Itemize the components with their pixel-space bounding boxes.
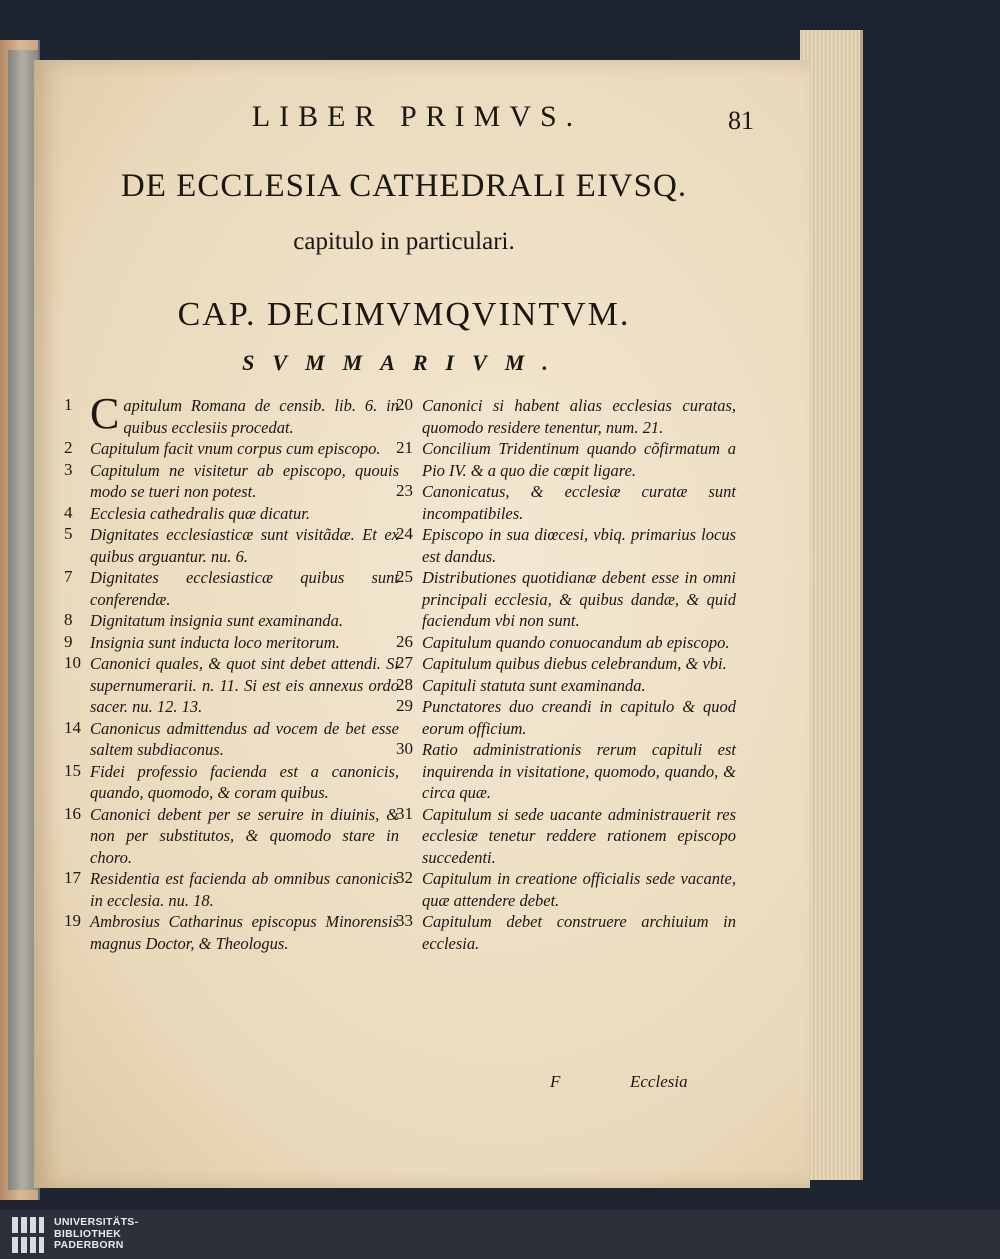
summary-entry	[64, 438, 399, 460]
summary-entry	[64, 460, 399, 503]
summary-entry	[64, 653, 399, 718]
chapter-title: DE ECCLESIA CATHEDRALI EIVSQ.	[120, 168, 688, 204]
entry-number: 19	[64, 911, 81, 930]
entry-text: Ecclesia cathedralis quæ dicatur.	[90, 503, 310, 523]
summary-entry	[64, 567, 399, 610]
entry-number: 33	[396, 911, 413, 930]
entry-text: Capitulum si sede uacante administrauerit res ecclesiæ tenetur reddere rationem episcopo succedenti.	[422, 804, 736, 867]
running-head: LIBER PRIMVS.	[251, 100, 583, 133]
summary-entry	[396, 675, 736, 697]
entry-text: Capituli statuta sunt examinanda.	[422, 675, 646, 695]
entry-number: 23	[396, 481, 413, 500]
entry-text: Ambrosius Catharinus episcopus Minorensis magnus Doctor, & Theologus.	[90, 912, 399, 953]
entry-text: Punctatores duo creandi in capitulo & quod eorum officium.	[422, 697, 736, 738]
library-logo-icon	[8, 1215, 48, 1255]
summary-entry	[396, 911, 736, 954]
entry-text: Dignitates ecclesiasticæ quibus sunt conferendæ.	[90, 568, 399, 609]
chapter-heading: CAP. DECIMVMQVINTVM.	[177, 296, 631, 333]
entry-number: 5	[64, 524, 73, 543]
entry-number: 15	[64, 760, 81, 780]
summary-entry	[64, 632, 399, 654]
summary-entry	[396, 868, 736, 911]
library-footer	[0, 1210, 1000, 1259]
library-name-line: BIBLIOTHEK	[54, 1227, 122, 1240]
entry-number: 31	[396, 803, 413, 823]
entry-number: 9	[64, 631, 73, 651]
entry-text: Canonicus admittendus ad vocem de bet esse saltem subdiaconus.	[90, 718, 399, 759]
entry-number: 7	[64, 567, 73, 586]
entry-text: Ratio administrationis rerum capituli est inquirenda in visitatione, quomodo, quando, & circa quæ.	[422, 740, 736, 802]
entry-text: Capitulum Romana de censib. lib. 6. in quibus ecclesiis procedat.	[90, 389, 399, 438]
entry-number: 24	[396, 524, 413, 543]
entry-number: 26	[396, 631, 413, 651]
library-name-line: UNIVERSITÄTS-	[54, 1216, 139, 1229]
entry-number: 28	[396, 674, 413, 694]
entry-text: Capitulum quando conuocandum ab episcopo.	[422, 632, 730, 652]
entry-text: Capitulum facit vnum corpus cum episcopo.	[90, 439, 381, 458]
summary-entry	[64, 524, 399, 567]
library-name-line: PADERBORN	[54, 1239, 124, 1252]
entry-number: 25	[396, 567, 413, 586]
entry-text: Episcopo in sua diœcesi, vbiq. primarius locus est dandus.	[422, 525, 736, 566]
summary-entry	[64, 718, 399, 761]
summary-column-right	[396, 395, 736, 954]
summary-entry	[396, 804, 736, 869]
entry-text: Dignitates ecclesiasticæ sunt visitãdæ. Et ex quibus arguantur. nu. 6.	[90, 525, 399, 566]
entry-number: 14	[64, 717, 81, 737]
book-page	[34, 60, 810, 1188]
entry-text: Distributiones quotidianæ debent esse in omni principali ecclesia, & quibus dandæ, & quid faciendum vbi non sunt.	[422, 568, 736, 630]
summary-entry	[396, 481, 736, 524]
summary-entry	[64, 389, 399, 438]
summary-entry	[64, 503, 399, 525]
entry-text: Fidei professio facienda est a canonicis, quando, quomodo, & coram quibus.	[90, 761, 399, 802]
library-name	[54, 1217, 138, 1252]
signature-mark: F	[550, 1072, 561, 1091]
entry-number: 27	[396, 653, 413, 672]
entry-text: Capitulum debet construere archiuium in ecclesia.	[422, 912, 736, 953]
entry-number: 20	[396, 395, 413, 414]
summary-entry	[396, 653, 736, 675]
page-number: 81	[728, 106, 754, 135]
entry-number: 1	[64, 395, 73, 414]
entry-text: Capitulum in creatione officialis sede vacante, quæ attendere debet.	[422, 869, 736, 910]
entry-text: Canonici si habent alias ecclesias curatas, quomodo residere tenentur, num. 21.	[422, 396, 736, 437]
entry-number: 29	[396, 696, 413, 715]
entry-number: 32	[396, 868, 413, 887]
summary-column-left	[64, 389, 399, 954]
entry-number: 10	[64, 653, 81, 672]
entry-number: 2	[64, 438, 73, 457]
summary-entry	[396, 524, 736, 567]
entry-text: Canonicatus, & ecclesiæ curatæ sunt incompatibiles.	[422, 482, 736, 523]
summary-entry	[396, 567, 736, 632]
entry-text: Dignitatum insignia sunt examinanda.	[90, 611, 343, 630]
entry-text: Insignia sunt inducta loco meritorum.	[90, 632, 340, 652]
entry-number: 3	[64, 459, 73, 479]
summary-entry	[396, 438, 736, 481]
entry-text: Residentia est facienda ab omnibus canonicis in ecclesia. nu. 18.	[90, 869, 399, 910]
entry-text: Capitulum ne visitetur ab episcopo, quouis modo se tueri non potest.	[90, 460, 399, 501]
entry-text: Canonici quales, & quot sint debet attendi. Si supernumerarii. n. 11. Si est eis annexus ordo sacer. nu. 12. 13.	[90, 654, 399, 716]
summary-entry	[396, 696, 736, 739]
catchword: Ecclesia	[630, 1072, 688, 1091]
summary-entry	[396, 395, 736, 438]
entry-number: 8	[64, 610, 73, 629]
entry-number: 21	[396, 438, 413, 457]
entry-number: 16	[64, 803, 81, 823]
summary-entry	[64, 610, 399, 632]
summary-entry	[64, 804, 399, 869]
entry-number: 4	[64, 502, 73, 522]
summary-entry	[64, 911, 399, 954]
chapter-subtitle: capitulo in particulari.	[293, 228, 515, 255]
summary-entry	[64, 868, 399, 911]
entry-text: Concilium Tridentinum quando cõfirmatum a Pio IV. & a quo die cœpit ligare.	[422, 439, 736, 480]
summary-entry	[396, 739, 736, 804]
entry-text: Canonici debent per se seruire in diuinis, & non per substitutos, & quomodo stare in choro.	[90, 804, 399, 867]
entry-number: 30	[396, 739, 413, 758]
summary-heading: SVMMARIVM.	[242, 350, 566, 375]
summary-entry	[64, 761, 399, 804]
entry-text: Capitulum quibus diebus celebrandum, & vbi.	[422, 654, 727, 673]
summary-entry	[396, 632, 736, 654]
entry-number: 17	[64, 868, 81, 887]
